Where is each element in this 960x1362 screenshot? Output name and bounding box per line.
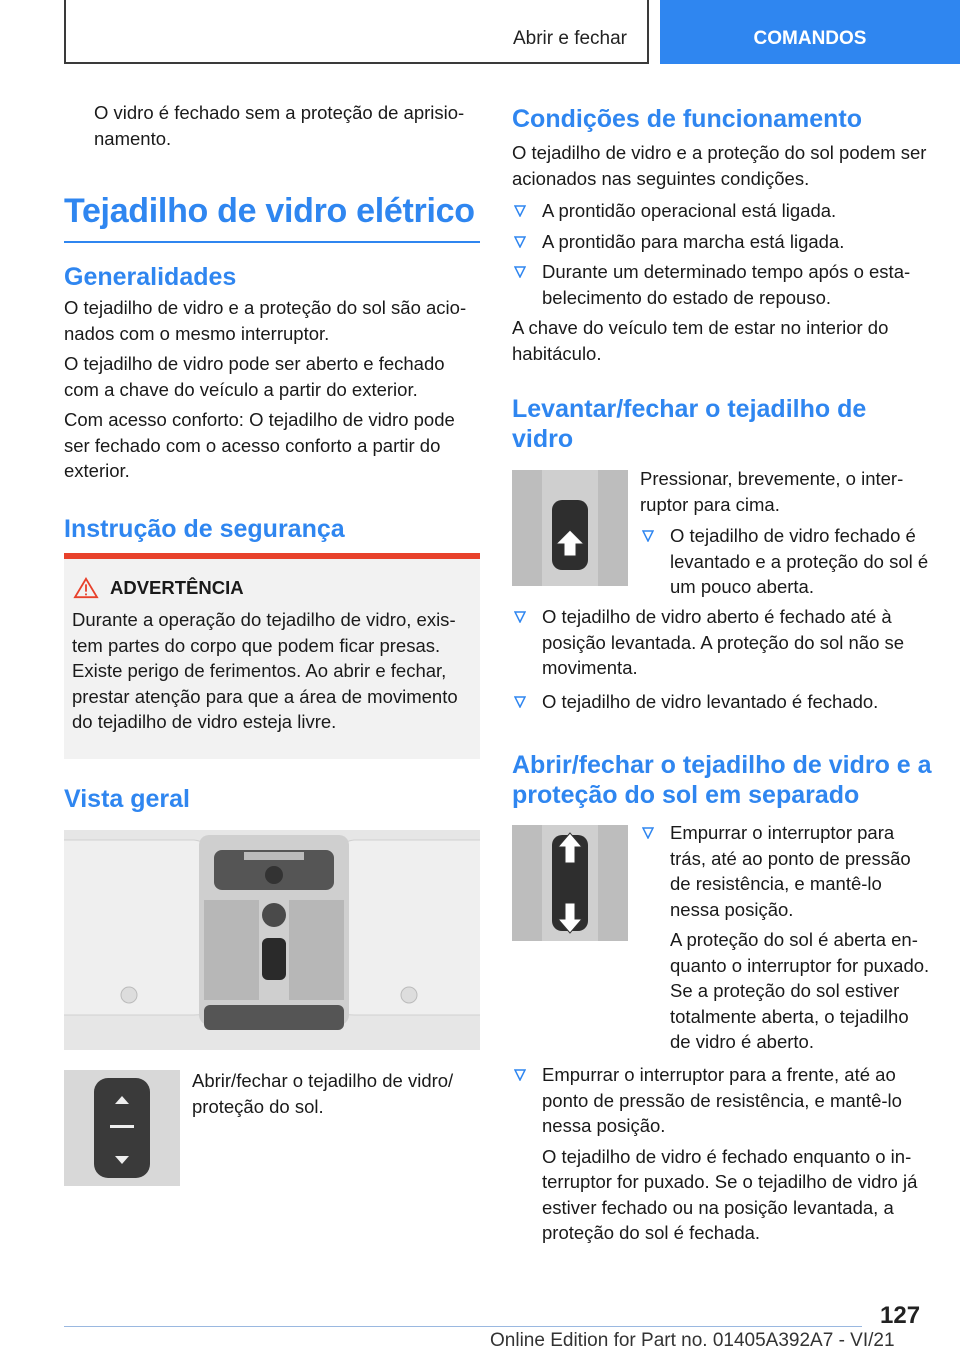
bullet-triangle-icon xyxy=(514,1069,526,1081)
levantar-item xyxy=(512,689,932,715)
warning-text: Durante a operação do tejadilho de vidro, existem partes do corpo que podem ficar presas. Existe perigo de ferimentos. Ao abrir e fechar, prestar atenção para que a área de movimento do tejadilho de vidro esteja livre. xyxy=(72,609,458,732)
bullet-triangle-icon xyxy=(514,696,526,708)
switch-up-illustration xyxy=(512,470,628,586)
switch-up-photo xyxy=(512,470,628,586)
levantar-p1: Pressionar, brevemente, o interruptor para cima. xyxy=(640,468,904,515)
separado-item2-sub: O tejadilho de vidro é fechado enquanto o interruptor for puxado. Se o tejadilho de vidro já estiver fechado ou na posição levantada, a proteção do sol é fechada. xyxy=(542,1145,918,1243)
condicoes-item-text: A prontidão operacional está ligada. xyxy=(542,200,837,221)
separado-item1-block xyxy=(640,820,932,1060)
generalidades-heading: Generalidades xyxy=(64,263,237,291)
separado-heading-block xyxy=(512,750,932,810)
section-title: Abrir e fechar xyxy=(512,28,627,49)
warning-triangle-icon xyxy=(72,577,100,599)
bullet-triangle-icon xyxy=(642,530,654,542)
title-rule xyxy=(64,241,480,243)
header-box xyxy=(64,0,649,64)
seguranca-heading: Instrução de segurança xyxy=(64,515,345,543)
left-column xyxy=(64,100,480,156)
separado-item xyxy=(640,820,932,922)
bullet-triangle-icon xyxy=(514,205,526,217)
bullet-triangle-icon xyxy=(514,236,526,248)
generalidades-section xyxy=(64,262,480,489)
levantar-list xyxy=(512,604,932,719)
main-title-block xyxy=(64,192,480,243)
condicoes-heading: Condições de funcionamento xyxy=(512,105,863,133)
separado-item2-block xyxy=(512,1062,932,1251)
condicoes-section xyxy=(512,104,932,371)
levantar-heading-block xyxy=(512,394,932,454)
separado-item-text: Empurrar o interruptor para a frente, até ao ponto de pressão de resistência, e mantê-lo nessa posição. xyxy=(542,1064,902,1136)
separado-item1-sub: A proteção do sol é aberta enquanto o interruptor for puxado. Se a proteção do sol estiver totalmente aberta, o tejadilho de vidro é aberto. xyxy=(670,929,930,1052)
levantar-item-text: O tejadilho de vidro fechado é levantado e a proteção do sol é um pouco aberta. xyxy=(670,525,929,597)
switch-photo xyxy=(64,1070,180,1186)
page-number: 127 xyxy=(880,1302,921,1329)
separado-heading: Abrir/fechar o tejadilho de vidro e a proteção do sol em separado xyxy=(512,751,932,809)
switch-caption-block xyxy=(192,1068,480,1124)
generalidades-p2: O tejadilho de vidro pode ser aberto e fechado com a chave do veículo a partir do exterior. xyxy=(64,353,445,400)
warning-label: ADVERTÊNCIA xyxy=(110,577,244,598)
vista-heading: Vista geral xyxy=(64,785,191,813)
condicoes-p2: A chave do veículo tem de estar no interior do habitáculo. xyxy=(512,317,889,364)
separado-item xyxy=(512,1062,932,1139)
overview-photo xyxy=(64,830,480,1050)
levantar-heading: Levantar/fechar o tejadilho de vidro xyxy=(512,395,867,453)
condicoes-item xyxy=(512,229,932,255)
warning-box xyxy=(64,553,480,759)
seguranca-heading-block xyxy=(64,514,480,544)
edition-text: Online Edition for Part no. 01405A392A7 - VI/21 xyxy=(490,1330,895,1351)
footer-rule xyxy=(64,1326,862,1327)
chapter-tab: COMANDOS xyxy=(660,0,960,64)
page-title: Tejadilho de vidro elétrico xyxy=(64,192,475,230)
bullet-triangle-icon xyxy=(514,266,526,278)
condicoes-item-text: A prontidão para marcha está ligada. xyxy=(542,230,845,252)
bullet-triangle-icon xyxy=(642,827,654,839)
roof-switch-illustration xyxy=(64,1070,180,1186)
generalidades-p1: O tejadilho de vidro e a proteção do sol são acionados com o mesmo interruptor. xyxy=(64,297,467,344)
bullet-triangle-icon xyxy=(514,611,526,623)
levantar-item xyxy=(512,604,932,681)
vista-heading-block xyxy=(64,784,480,814)
switch-updown-photo xyxy=(512,825,628,941)
condicoes-item-text: Durante um determinado tempo após o estabelecimento do estado de repouso. xyxy=(542,261,911,308)
intro-text: O vidro é fechado sem a proteção de aprisionamento. xyxy=(94,102,465,149)
levantar-intro-block xyxy=(640,466,932,605)
condicoes-item xyxy=(512,259,932,310)
levantar-item-text: O tejadilho de vidro levantado é fechado. xyxy=(542,690,879,712)
condicoes-p1: O tejadilho de vidro e a proteção do sol podem ser acionados nas seguintes condições. xyxy=(512,142,927,189)
switch-updown-illustration xyxy=(512,825,628,941)
condicoes-item xyxy=(512,198,932,224)
roof-console-illustration xyxy=(64,830,480,1050)
separado-item-text: Empurrar o interruptor para trás, até ao ponto de pressão de resistência, e mantê-lo nessa posição. xyxy=(670,822,911,920)
switch-caption: Abrir/fechar o tejadilho de vidro/ proteção do sol. xyxy=(192,1070,454,1117)
levantar-item xyxy=(640,523,932,600)
levantar-item-text: O tejadilho de vidro aberto é fechado até à posição levantada. A proteção do sol não se movimenta. xyxy=(542,606,905,678)
generalidades-p3: Com acesso conforto: O tejadilho de vidro pode ser fechado com o acesso conforto a partir do exterior. xyxy=(64,409,455,481)
